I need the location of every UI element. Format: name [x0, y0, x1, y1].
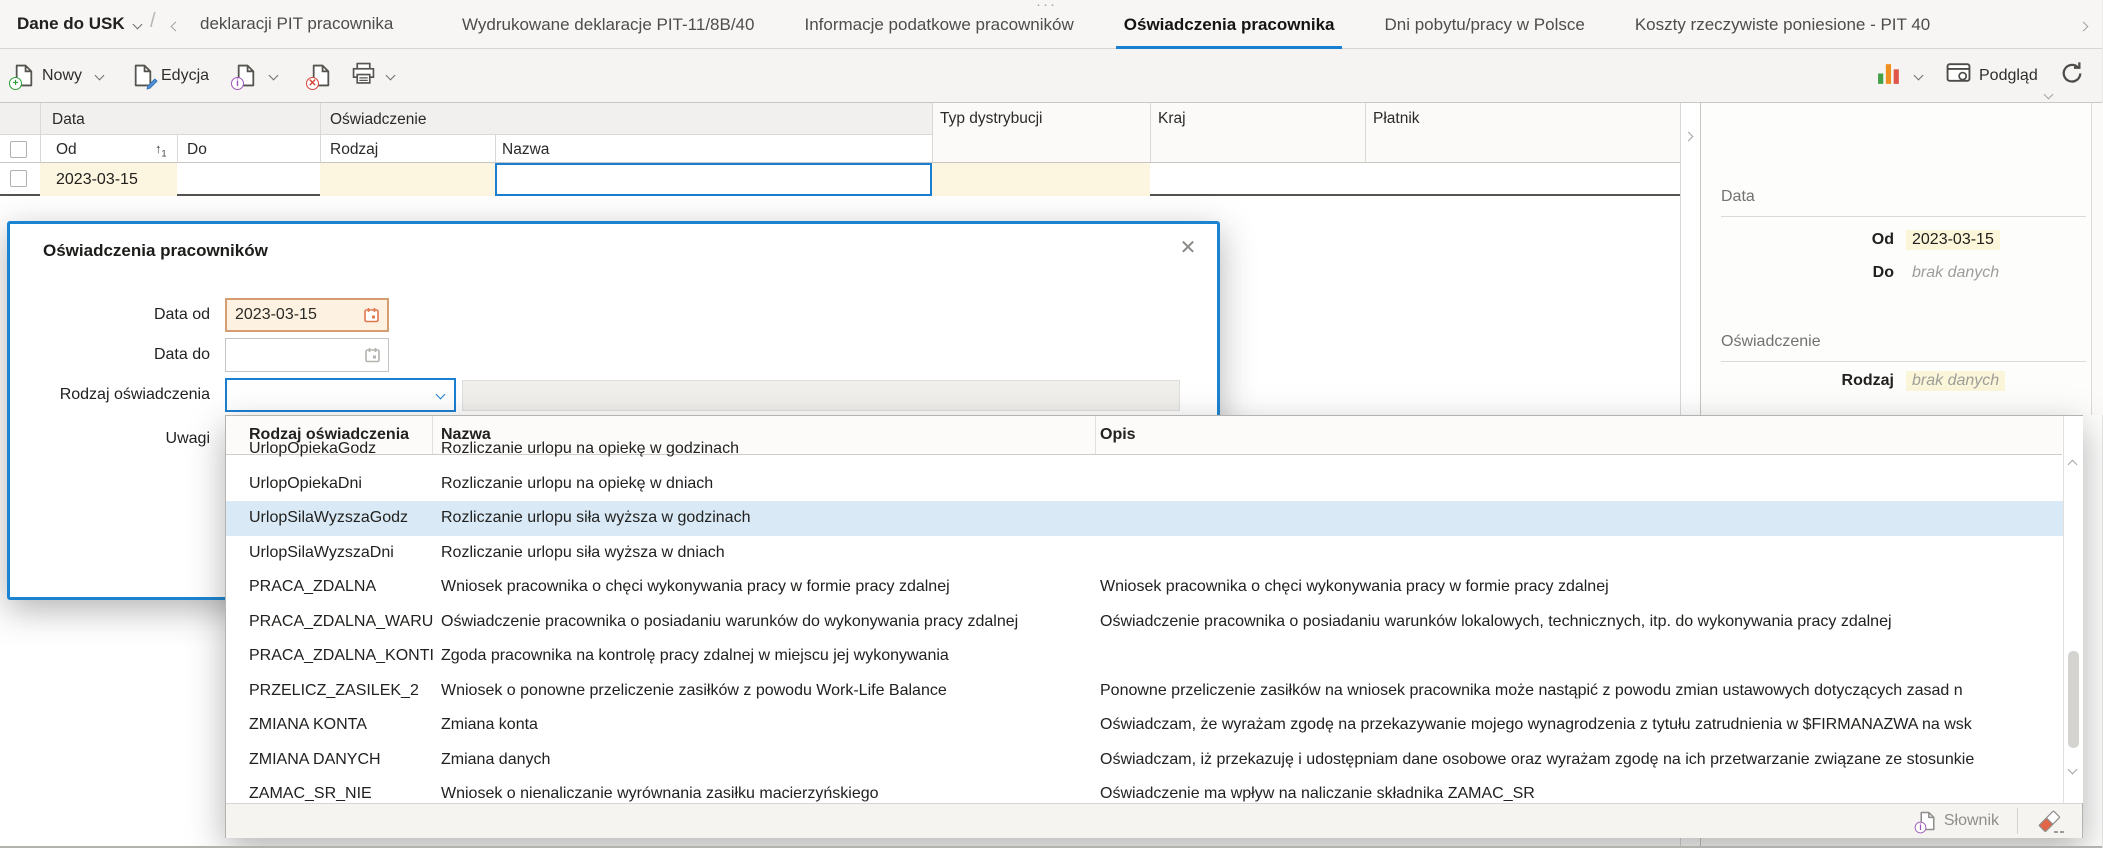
- divider: [40, 103, 41, 162]
- divider: [495, 135, 496, 162]
- dropdown-row-desc: Oświadczam, iż przekazuję i udostępniam dane osobowe oraz wyrażam zgodę na ich przetwarzanie związane ze stosunkie: [1100, 750, 1975, 768]
- dropdown-row[interactable]: [226, 605, 2063, 640]
- dropdown-row-name: Rozliczanie urlopu siła wyższa w godzinach: [441, 509, 751, 527]
- chevron-down-icon: [132, 19, 142, 29]
- preview-button-label: Podgląd: [1979, 66, 2038, 84]
- dropdown-row[interactable]: [226, 570, 2063, 605]
- refresh-icon: [2058, 59, 2086, 92]
- column-header-do[interactable]: Do: [187, 141, 207, 158]
- dropdown-row-desc: Ponowne przeliczenie zasiłków na wniosek pracownika może nastąpić z powodu zmian ustawowych dotyczących zasad n: [1100, 681, 1963, 699]
- dropdown-row-code: ZAMAC_SR_NIE: [249, 785, 372, 803]
- dropdown-row-name: Zmiana konta: [441, 716, 538, 734]
- chevron-down-icon: [2043, 89, 2053, 99]
- new-button-label: Nowy: [42, 66, 83, 84]
- info-document-icon: i: [236, 64, 256, 87]
- dropdown-row[interactable]: [226, 432, 2063, 467]
- clear-button[interactable]: [2032, 805, 2072, 837]
- chart-view-button[interactable]: [1876, 49, 1922, 102]
- dropdown-row-name: Wniosek o nienaliczanie wyrównania zasiłku macierzyńskiego: [441, 785, 879, 803]
- preview-button[interactable]: [1946, 49, 2038, 102]
- declaration-kind-label: Rodzaj oświadczenia: [59, 386, 210, 403]
- dropdown-row[interactable]: [226, 708, 2063, 743]
- dropdown-row-desc: Oświadczenie ma wpływ na naliczanie składnika ZAMAC_SR: [1100, 785, 1535, 803]
- row-checkbox[interactable]: [10, 170, 27, 187]
- dropdown-list: [226, 440, 2063, 803]
- divider: [2017, 808, 2018, 834]
- tab-label: Koszty rzeczywiste poniesione - PIT 40: [1634, 14, 1931, 34]
- tab[interactable]: [1610, 0, 1955, 49]
- column-header-od[interactable]: Od: [56, 141, 77, 158]
- path-separator: /: [150, 10, 156, 32]
- dropdown-row-code: UrlopOpiekaGodz: [249, 440, 377, 458]
- table-row[interactable]: [0, 163, 1680, 196]
- chevron-down-icon: [95, 71, 105, 81]
- tab-label: Informacje podatkowe pracowników: [804, 14, 1074, 34]
- toolbar: [0, 49, 2102, 103]
- chevron-right-icon: [2079, 22, 2089, 32]
- divider: [1721, 361, 2086, 362]
- delete-document-icon: ✕: [311, 64, 331, 87]
- close-icon[interactable]: ✕: [1179, 236, 1197, 259]
- date-from-value: 2023-03-15: [235, 306, 317, 323]
- chevron-left-icon: [171, 22, 181, 32]
- refresh-button[interactable]: [2058, 49, 2086, 102]
- edit-document-icon: [133, 64, 153, 87]
- dropdown-row[interactable]: [226, 743, 2063, 778]
- calendar-icon[interactable]: [364, 307, 379, 323]
- edit-button[interactable]: [133, 49, 209, 102]
- declaration-kind-combobox[interactable]: [225, 378, 456, 412]
- dropdown-row-name: Wniosek pracownika o chęci wykonywania pracy w formie pracy zdalnej: [441, 578, 950, 596]
- dropdown-row[interactable]: [226, 639, 2063, 674]
- sort-indicator[interactable]: $↑_1$: [155, 141, 167, 159]
- dropdown-row-name: Rozliczanie urlopu siła wyższa w dniach: [441, 543, 725, 561]
- column-header-typ-dystrybucji[interactable]: Typ dystrybucji: [932, 103, 1150, 162]
- dropdown-header-code[interactable]: Rodzaj oświadczenia: [226, 416, 433, 454]
- grid-column-header-row: [0, 135, 932, 162]
- bar-chart-icon: [1876, 61, 1903, 91]
- preview-window-icon: [1946, 62, 1971, 89]
- panel-scrollbar[interactable]: [2091, 103, 2103, 415]
- dropdown-row-name: Zmiana danych: [441, 750, 551, 768]
- cell-nazwa-focused[interactable]: [495, 163, 932, 196]
- context-selector[interactable]: [17, 0, 141, 48]
- panel-rodzaj-value[interactable]: brak danych: [1906, 371, 2005, 391]
- delete-button[interactable]: [308, 49, 331, 102]
- cell-kraj[interactable]: [1150, 163, 1365, 196]
- cell-typ-dystrybucji[interactable]: [932, 163, 1150, 196]
- group-header-oswiadczenie[interactable]: Oświadczenie: [330, 111, 427, 128]
- dropdown-row-code: UrlopSilaWyzszaDni: [249, 543, 394, 561]
- date-from-field[interactable]: [225, 298, 389, 332]
- chevron-down-icon: [1914, 71, 1924, 81]
- chevron-right-icon[interactable]: [1684, 132, 1694, 142]
- panel-od-label: Od: [1871, 231, 1894, 248]
- dropdown-row-name: Wniosek o ponowne przeliczenie zasiłków z powodu Work-Life Balance: [441, 681, 947, 699]
- tabs-scroll-left-button[interactable]: [172, 17, 179, 35]
- panel-od-value[interactable]: 2023-03-15: [1906, 230, 2000, 250]
- declaration-name-readonly-field: [462, 380, 1180, 411]
- tab[interactable]: [437, 0, 779, 49]
- tab-label: Dni pobytu/pracy w Polsce: [1384, 14, 1585, 34]
- dictionary-button[interactable]: [1919, 811, 1999, 831]
- dropdown-row-code: UrlopOpiekaDni: [249, 474, 362, 492]
- tab[interactable]: [1359, 0, 1609, 49]
- dropdown-footer: [226, 803, 2082, 838]
- dropdown-scrollbar[interactable]: [2063, 416, 2083, 803]
- dictionary-button-label: Słownik: [1943, 812, 1999, 829]
- calendar-icon[interactable]: [365, 347, 380, 363]
- context-selector-label: Dane do USK: [17, 14, 125, 33]
- dropdown-row-code: PRZELICZ_ZASILEK_2: [249, 681, 419, 699]
- tab-deklaracji-pit[interactable]: deklaracji PIT pracownika: [200, 14, 394, 33]
- column-header-nazwa[interactable]: Nazwa: [502, 141, 550, 158]
- dropdown-header-name[interactable]: Nazwa: [433, 416, 1096, 454]
- dictionary-icon: i: [1919, 811, 1936, 831]
- panel-section-oswiadczenie: Oświadczenie: [1721, 333, 1821, 350]
- tab[interactable]: [1099, 0, 1360, 49]
- new-button[interactable]: [14, 49, 103, 102]
- tabs-scroll-right-button[interactable]: [2080, 17, 2087, 35]
- dropdown-row-desc: Wniosek pracownika o chęci wykonywania pracy w formie pracy zdalnej: [1100, 578, 1609, 596]
- chevron-down-icon: [436, 390, 446, 400]
- dropdown-row-code: ZMIANA DANYCH: [249, 750, 381, 768]
- notes-label: Uwagi: [165, 430, 210, 447]
- dropdown-row-desc: Oświadczenie pracownika o posiadaniu warunków lokalowych, technicznych, itp. do wykonywania pracy zdalnej: [1100, 612, 1892, 630]
- cell-rodzaj[interactable]: [320, 163, 495, 196]
- group-header-data[interactable]: Data: [52, 111, 85, 128]
- dropdown-row[interactable]: [226, 501, 2063, 536]
- scroll-up-icon[interactable]: [2068, 460, 2078, 470]
- panel-collapse-button[interactable]: [2036, 86, 2060, 102]
- date-to-field[interactable]: [225, 338, 389, 372]
- dropdown-row-code: ZMIANA KONTA: [249, 716, 367, 734]
- divider: [1721, 216, 2086, 217]
- scrollbar-thumb[interactable]: [2068, 651, 2079, 748]
- cell-platnik[interactable]: [1365, 163, 1680, 196]
- dropdown-row-code: PRACA_ZDALNA_WARU: [249, 612, 434, 630]
- dropdown-row-desc: Oświadczam, że wyrażam zgodę na przekazywanie mojego wynagrodzenia z tytułu zatrudnienia w $FIRMANAZWA na wsk: [1100, 716, 1972, 734]
- cell-do[interactable]: [177, 163, 320, 196]
- divider: [177, 135, 178, 162]
- column-header-platnik[interactable]: Płatnik: [1365, 103, 1680, 162]
- dropdown-row[interactable]: [226, 467, 2063, 502]
- column-header-kraj[interactable]: Kraj: [1150, 103, 1365, 162]
- dialog-title: Oświadczenia pracowników: [43, 241, 268, 260]
- tab-label: Wydrukowane deklaracje PIT-11/8B/40: [462, 14, 755, 34]
- cell-od[interactable]: 2023-03-15: [40, 163, 177, 196]
- tab-bar: [0, 0, 2102, 49]
- chevron-down-icon: [386, 71, 396, 81]
- panel-do-value[interactable]: brak danych: [1912, 264, 2000, 281]
- info-document-button[interactable]: [236, 49, 277, 102]
- dropdown-header-desc[interactable]: Opis: [1100, 426, 1136, 443]
- tab-strip: [437, 0, 1955, 49]
- scroll-down-icon[interactable]: [2068, 765, 2078, 775]
- pencil-icon: [146, 77, 159, 90]
- dropdown-row-code: PRACA_ZDALNA: [249, 578, 377, 596]
- date-to-label: Data do: [153, 346, 210, 363]
- grid-group-header-row: [0, 103, 932, 135]
- dropdown-row-code: UrlopSilaWyzszaGodz: [249, 509, 409, 527]
- dropdown-row[interactable]: [226, 674, 2063, 709]
- print-button[interactable]: [352, 49, 394, 102]
- panel-rodzaj-label: Rodzaj: [1841, 372, 1894, 389]
- dropdown-row-name: Rozliczanie urlopu na opiekę w dniach: [441, 474, 714, 492]
- dropdown-row-code: PRACA_ZDALNA_KONTI: [249, 647, 434, 665]
- select-all-checkbox[interactable]: [10, 141, 27, 158]
- panel-do-label: Do: [1872, 264, 1894, 281]
- declaration-kind-dropdown: [225, 415, 2083, 838]
- new-document-icon: +: [14, 64, 34, 87]
- divider: [320, 103, 321, 162]
- dropdown-row[interactable]: [226, 536, 2063, 571]
- chevron-down-icon: [269, 71, 279, 81]
- tab-label: Oświadczenia pracownika: [1123, 14, 1335, 34]
- date-from-label: Data od: [153, 306, 210, 323]
- column-header-rodzaj[interactable]: Rodzaj: [330, 141, 379, 158]
- printer-icon: [352, 62, 375, 90]
- dropdown-row-name: Oświadczenie pracownika o posiadaniu warunków do wykonywania pracy zdalnej: [441, 612, 1019, 630]
- eraser-icon: [2036, 806, 2068, 836]
- edit-button-label: Edycja: [161, 66, 210, 84]
- dropdown-row-name: Zgoda pracownika na kontrolę pracy zdalnej w miejscu jej wykonywania: [441, 647, 949, 665]
- splitter-dots: ···: [1036, 0, 1057, 13]
- dropdown-row-name: Rozliczanie urlopu na opiekę w godzinach: [441, 440, 739, 458]
- panel-section-data: Data: [1721, 188, 1755, 205]
